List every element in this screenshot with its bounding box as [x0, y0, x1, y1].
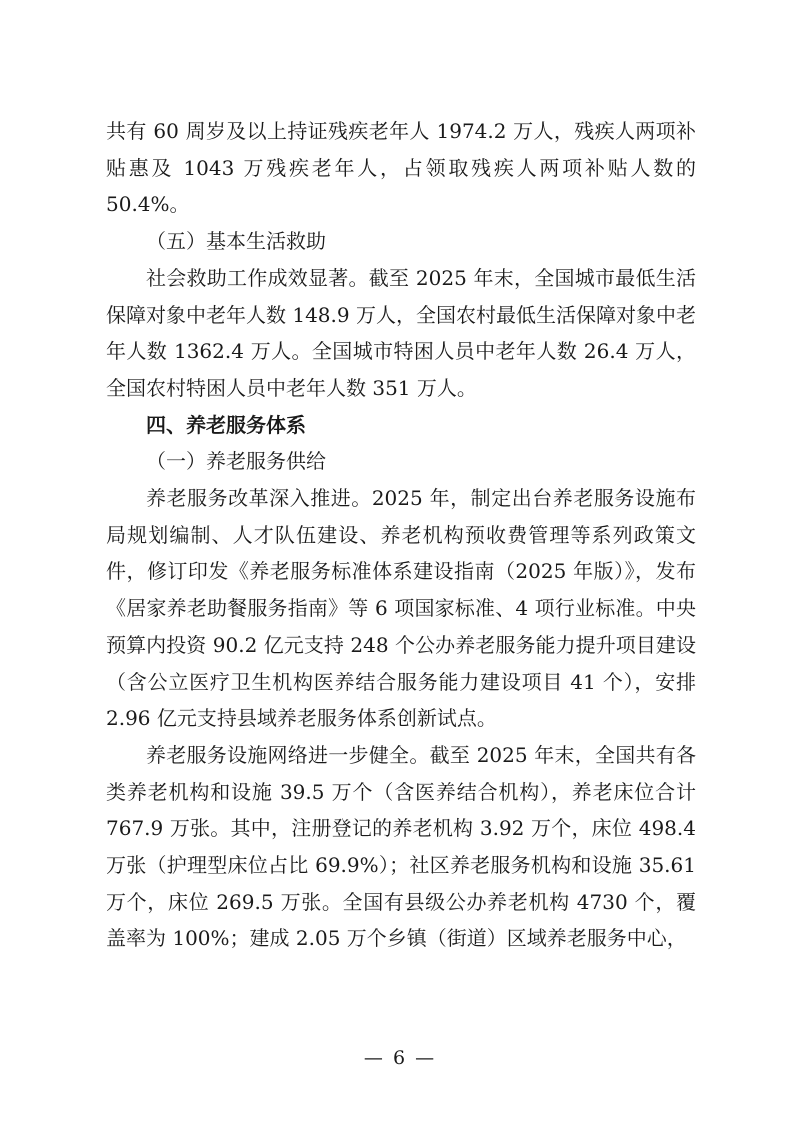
paragraph-social-assistance: 社会救助工作成效显著。截至 2025 年末，全国城市最低生活保障对象中老年人数 148.9 万人，全国农村最低生活保障对象中老年人数 1362.4 万人。全国城市特困人员中老年人数 26.4 万人，全国农村特困人员中老年人数 351 万人。 — [106, 265, 696, 400]
page-number: — 6 — — [363, 1047, 437, 1069]
page-body — [106, 113, 696, 957]
paragraph-elderly-care-facility-network: 养老服务设施网络进一步健全。截至 2025 年末，全国共有各类养老机构和设施 39.5 万个（含医养结合机构），养老床位合计 767.9 万张。其中，注册登记的养老机构 3.92 万个，床位 498.4 万张（护理型床位占比 69.9%）；社区养老服务机构和设施 35.61 万个，床位 269.5 万张。全国有县级公办养老机构 4730 个，覆盖率为 100%；建成 2.05 万个乡镇（街道）区域养老服务中心， — [106, 742, 696, 951]
chapter-heading-elderly-care-system: 四、养老服务体系 — [146, 412, 306, 437]
section-heading-basic-living-assistance: （五）基本生活救助 — [146, 229, 326, 254]
section-heading-elderly-care-supply: （一）养老服务供给 — [146, 449, 326, 474]
paragraph-elderly-care-reform: 养老服务改革深入推进。2025 年，制定出台养老服务设施布局规划编制、人才队伍建设、养老机构预收费管理等系列政策文件，修订印发《养老服务标准体系建设指南（2025 年版）》，发布《居家养老助餐服务指南》等 6 项国家标准、4 项行业标准。中央预算内投资 90.2 亿元支持 248 个公办养老服务能力提升项目建设（含公立医疗卫生机构医养结合服务能力建设项目 41 个），安排 2.96 亿元支持县域养老服务体系创新试点。 — [106, 486, 696, 731]
paragraph-disabled-elderly-subsidy: 共有 60 周岁及以上持证残疾老年人 1974.2 万人，残疾人两项补贴惠及 1043 万残疾老年人，占领取残疾人两项补贴人数的 50.4%。 — [106, 119, 696, 217]
